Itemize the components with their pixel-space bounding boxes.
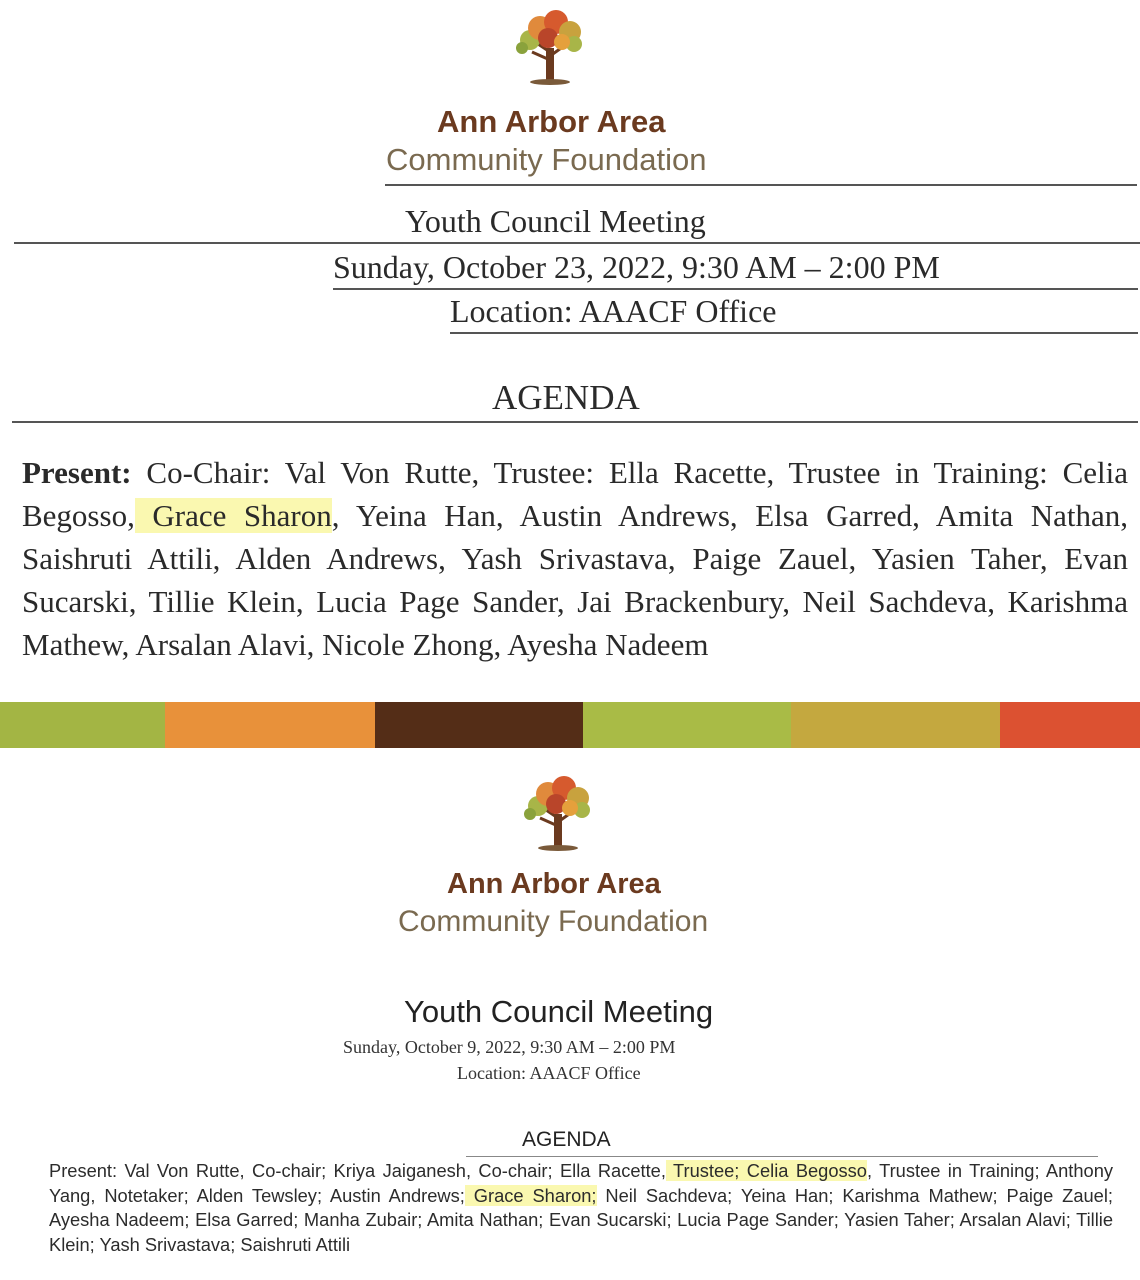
attendees-text-rest: Neil Sachdeva; Yeina Han; Karishma Mathew; Paige Zauel; Ayesha Nadeem; Elsa Garred; Manha Zubair; Amita Nathan; Evan Sucarski; Lucia Page Sander; Yasien Taher; Arsalan Alavi; Tillie Klein; Yash Srivastava; Saishruti Attili	[49, 1184, 1113, 1255]
band-segment	[0, 702, 165, 748]
agenda-rule	[12, 421, 1138, 423]
band-segment	[583, 702, 791, 748]
present-label: Present:	[22, 455, 132, 490]
org-name: Ann Arbor Area	[447, 868, 661, 900]
meeting-title: Youth Council Meeting	[404, 994, 714, 1029]
title-rule	[14, 242, 1140, 244]
attendees-text: Co-Chair: Val Von Rutte, Trustee: Ella Racette, Trustee in Training: Celia Begosso,	[22, 455, 1128, 533]
meeting-location: Location: AAACF Office	[457, 1063, 641, 1083]
highlighted-name: Grace Sharon	[134, 498, 332, 533]
tree-logo-icon	[516, 772, 600, 852]
org-subtitle: Community Foundation	[398, 905, 709, 938]
meeting-location: Location: AAACF Office	[450, 293, 777, 329]
band-segment	[165, 702, 375, 748]
band-segment	[1000, 702, 1140, 748]
attendees-text: Present: Val Von Rutte, Co-chair; Kriya Jaiganesh, Co-chair; Ella Racette,	[49, 1160, 666, 1181]
attendees-text-middle: , Trustee in Training; Anthony Yang, Notetaker; Alden Tewsley; Austin Andrews;	[49, 1160, 1113, 1206]
attendees-paragraph	[49, 1159, 1113, 1257]
agenda-rule	[466, 1156, 1098, 1157]
attendees-text-rest: , Yeina Han, Austin Andrews, Elsa Garred, Amita Nathan, Saishruti Attili, Alden Andrews, Yash Srivastava, Paige Zauel, Yasien Taher, Evan Sucarski, Tillie Klein, Lucia Page Sander, Jai Brackenbury, Neil Sachdeva, Karishma Mathew, Arsalan Alavi, Nicole Zhong, Ayesha Nadeem	[22, 498, 1128, 662]
date-rule	[333, 288, 1138, 290]
color-band	[0, 702, 1140, 748]
highlighted-name: Trustee; Celia Begosso	[665, 1160, 867, 1181]
header-rule	[385, 184, 1137, 186]
location-rule	[450, 332, 1138, 334]
tree-logo-icon	[508, 6, 592, 86]
meeting-date: Sunday, October 9, 2022, 9:30 AM – 2:00 PM	[343, 1037, 676, 1057]
highlighted-name: Grace Sharon;	[464, 1184, 597, 1206]
agenda-heading: AGENDA	[522, 1128, 611, 1151]
agenda-heading: AGENDA	[492, 378, 640, 417]
meeting-title: Youth Council Meeting	[405, 203, 706, 239]
band-segment	[375, 702, 583, 748]
meeting-date: Sunday, October 23, 2022, 9:30 AM – 2:00 PM	[333, 249, 940, 285]
band-segment	[791, 702, 1000, 748]
org-subtitle: Community Foundation	[386, 142, 707, 177]
attendees-paragraph	[22, 451, 1128, 666]
org-name: Ann Arbor Area	[437, 104, 666, 139]
